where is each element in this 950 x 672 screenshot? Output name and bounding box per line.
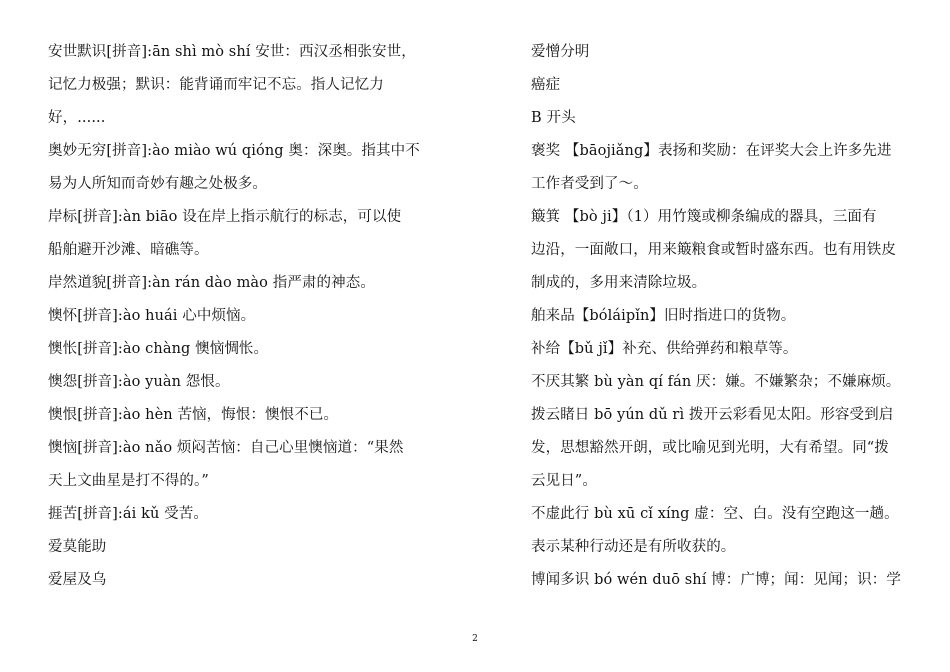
text-line: 发，思想豁然开朗，或比喻见到光明，大有希望。同“拨: [531, 440, 889, 456]
text-line: 岸然道貌[拼音]:àn rán dào mào 指严肃的神态。: [48, 275, 375, 291]
text-line: 癌症: [531, 77, 561, 93]
text-line: 舶来品【bóláipǐn】旧时指进口的货物。: [531, 308, 796, 324]
text-line: 岸标[拼音]:àn biāo 设在岸上指示航行的标志，可以使: [48, 209, 402, 225]
text-line: 天上文曲星是打不得的。”: [48, 473, 209, 489]
left-column: [48, 36, 448, 597]
text-line: 制成的，多用来清除垃圾。: [531, 275, 707, 291]
text-line: 不厌其繁 bù yàn qí fán 厌：嫌。不嫌繁杂；不嫌麻烦。: [531, 374, 901, 390]
text-line: 云见日”。: [531, 473, 597, 489]
text-line: 边沿，一面敞口，用来簸粮食或暂时盛东西。也有用铁皮: [531, 242, 896, 258]
text-line: 簸箕 【bò ji】（1）用竹篾或柳条编成的器具，三面有: [531, 209, 877, 225]
right-column: [531, 36, 926, 597]
text-line: 懊怀[拼音]:ào huái 心中烦恼。: [48, 308, 256, 324]
text-line: 爱莫能助: [48, 539, 107, 555]
text-line: 奥妙无穷[拼音]:ào miào wú qióng 奥：深奥。指其中不: [48, 143, 420, 159]
page-number: 2: [472, 634, 478, 644]
text-line: 懊恨[拼音]:ào hèn 苦恼，悔恨：懊恨不已。: [48, 407, 339, 423]
text-line: 博闻多识 bó wén duō shí 博：广博；闻：见闻；识：学: [531, 572, 901, 588]
text-line: 补给【bǔ jǐ】补充、供给弹药和粮草等。: [531, 341, 798, 357]
text-line: 安世默识[拼音]:ān shì mò shí 安世：西汉丞相张安世，: [48, 44, 416, 60]
text-line: 记忆力极强；默识：能背诵而牢记不忘。指人记忆力: [48, 77, 384, 93]
text-line: 易为人所知而奇妙有趣之处极多。: [48, 176, 267, 192]
text-line: 懊怅[拼音]:ào chàng 懊恼惆怅。: [48, 341, 269, 357]
text-line: 爱屋及乌: [48, 572, 107, 588]
text-line: 工作者受到了～。: [531, 176, 648, 192]
text-line: 拨云睹日 bō yún dǔ rì 拨开云彩看见太阳。形容受到启: [531, 407, 894, 423]
text-line: 懊怨[拼音]:ào yuàn 怨恨。: [48, 374, 230, 390]
text-line: 爱憎分明: [531, 44, 590, 60]
text-line: 船舶避开沙滩、暗礁等。: [48, 242, 209, 258]
text-line: 不虚此行 bù xū cǐ xíng 虚：空、白。没有空跑这一趟。: [531, 506, 899, 522]
text-line: 表示某种行动还是有所收获的。: [531, 539, 736, 555]
text-line: 褒奖 【bāojiǎng】表扬和奖励：在评奖大会上许多先进: [531, 143, 892, 159]
text-line: 捱苦[拼音]:ái kǔ 受苦。: [48, 506, 208, 522]
section-heading: B 开头: [531, 110, 576, 126]
text-line: 好，......: [48, 110, 106, 126]
text-line: 懊恼[拼音]:ào nǎo 烦闷苦恼：自己心里懊恼道：“果然: [48, 440, 404, 456]
